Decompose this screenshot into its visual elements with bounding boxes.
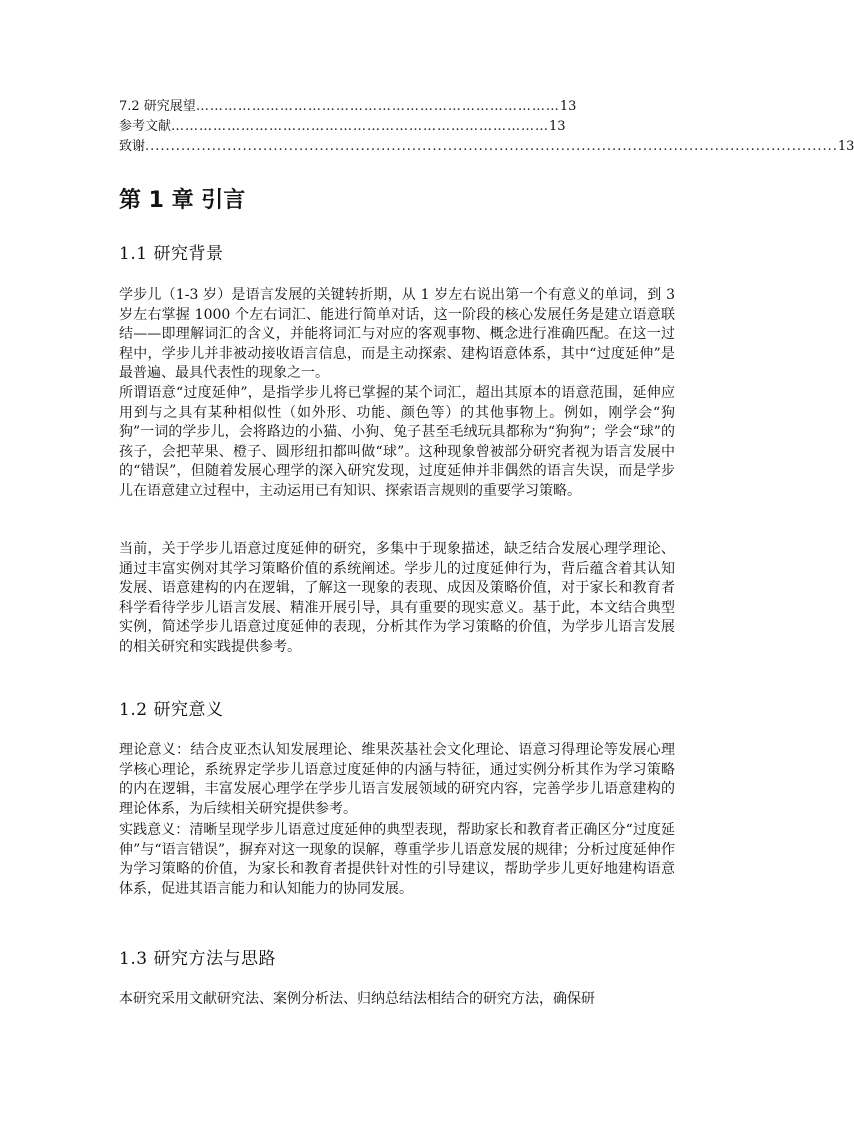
toc-entry-page: 13 bbox=[837, 139, 854, 154]
toc-entry-title: 致谢 bbox=[119, 139, 146, 154]
body-paragraph: 学步儿（1-3 岁）是语言发展的关键转折期，从 1 岁左右说出第一个有意义的单词，到 3 岁左右掌握 1000 个左右词汇、能进行简单对话，这一阶段的核心发展任务是建立语意联结——即理解词汇的含义，并能将词汇与对应的客观事物、概念进行准确匹配。在这一过程中，学步儿并非被动接收语言信息，而是主动探索、建构语意体系，其中“过度延伸”是最普遍、最具代表性的现象之一。 bbox=[119, 287, 675, 382]
body-paragraph: 实践意义：清晰呈现学步儿语意过度延伸的典型表现，帮助家长和教育者正确区分“过度延伸”与“语言错误”，摒弃对这一现象的误解，尊重学步儿语意发展的规律；分析过度延伸作为学习策略的价值，为家长和教育者提供针对性的引导建议，帮助学步儿更好地建构语意体系，促进其语言能力和认知能力的协同发展。 bbox=[119, 822, 675, 897]
body-paragraph: 理论意义：结合皮亚杰认知发展理论、维果茨基社会文化理论、语意习得理论等发展心理学核心理论，系统界定学步儿语意过度延伸的内涵与特征，通过实例分析其作为学习策略的内在逻辑，丰富发展心理学在学步儿语言发展领域的研究内容，完善学步儿语意建构的理论体系，为后续相关研究提供参考。 bbox=[119, 742, 675, 817]
toc-entry-page: 13 bbox=[549, 119, 566, 134]
table-of-contents bbox=[119, 97, 854, 157]
toc-entry[interactable] bbox=[119, 117, 654, 137]
section-heading-methods: 1.3 研究方法与思路 bbox=[119, 949, 276, 969]
body-paragraph: 当前，关于学步儿语意过度延伸的研究，多集中于现象描述，缺乏结合发展心理学理论、通过丰富实例对其学习策略价值的系统阐述。学步儿的过度延伸行为，背后蕴含着其认知发展、语意建构的内在逻辑，了解这一现象的表现、成因及策略价值，对于家长和教育者科学看待学步儿语言发展、精准开展引导，具有重要的现实意义。基于此，本文结合典型实例，简述学步儿语意过度延伸的表现，分析其作为学习策略的价值，为学步儿语言发展的相关研究和实践提供参考。 bbox=[119, 541, 675, 655]
section-heading-background: 1.1 研究背景 bbox=[119, 244, 224, 264]
toc-entry-leader: …………………………………………………………………… bbox=[195, 99, 560, 114]
toc-entry-title: 7.2 研究展望 bbox=[119, 99, 196, 114]
body-paragraph: 所谓语意“过度延伸”，是指学步儿将已掌握的某个词汇，超出其原本的语意范围，延伸应用到与之具有某种相似性（如外形、功能、颜色等）的其他事物上。例如，刚学会“狗狗”一词的学步儿，会将路边的小猫、小狗、兔子甚至毛绒玩具都称为“狗狗”；学会“球”的孩子，会把苹果、橙子、圆形纽扣都叫做“球”。这种现象曾被部分研究者视为语言发展中的“错误”，但随着发展心理学的深入研究发现，过度延伸并非偶然的语言失误，而是学步儿在语意建立过程中，主动运用已有知识、探索语言规则的重要学习策略。 bbox=[119, 385, 675, 499]
chapter-title: 第 1 章 引言 bbox=[119, 188, 246, 213]
toc-entry[interactable] bbox=[119, 137, 854, 157]
toc-entry-leader: ....................................................................................................................................... bbox=[145, 139, 838, 154]
toc-entry[interactable] bbox=[119, 97, 654, 117]
body-paragraph: 本研究采用文献研究法、案例分析法、归纳总结法相结合的研究方法，确保研 bbox=[119, 991, 595, 1007]
section-heading-significance: 1.2 研究意义 bbox=[119, 700, 224, 720]
toc-entry-title: 参考文献 bbox=[119, 119, 172, 134]
toc-entry-leader: ……………………………………………………………………… bbox=[171, 119, 550, 134]
toc-entry-page: 13 bbox=[559, 99, 577, 114]
